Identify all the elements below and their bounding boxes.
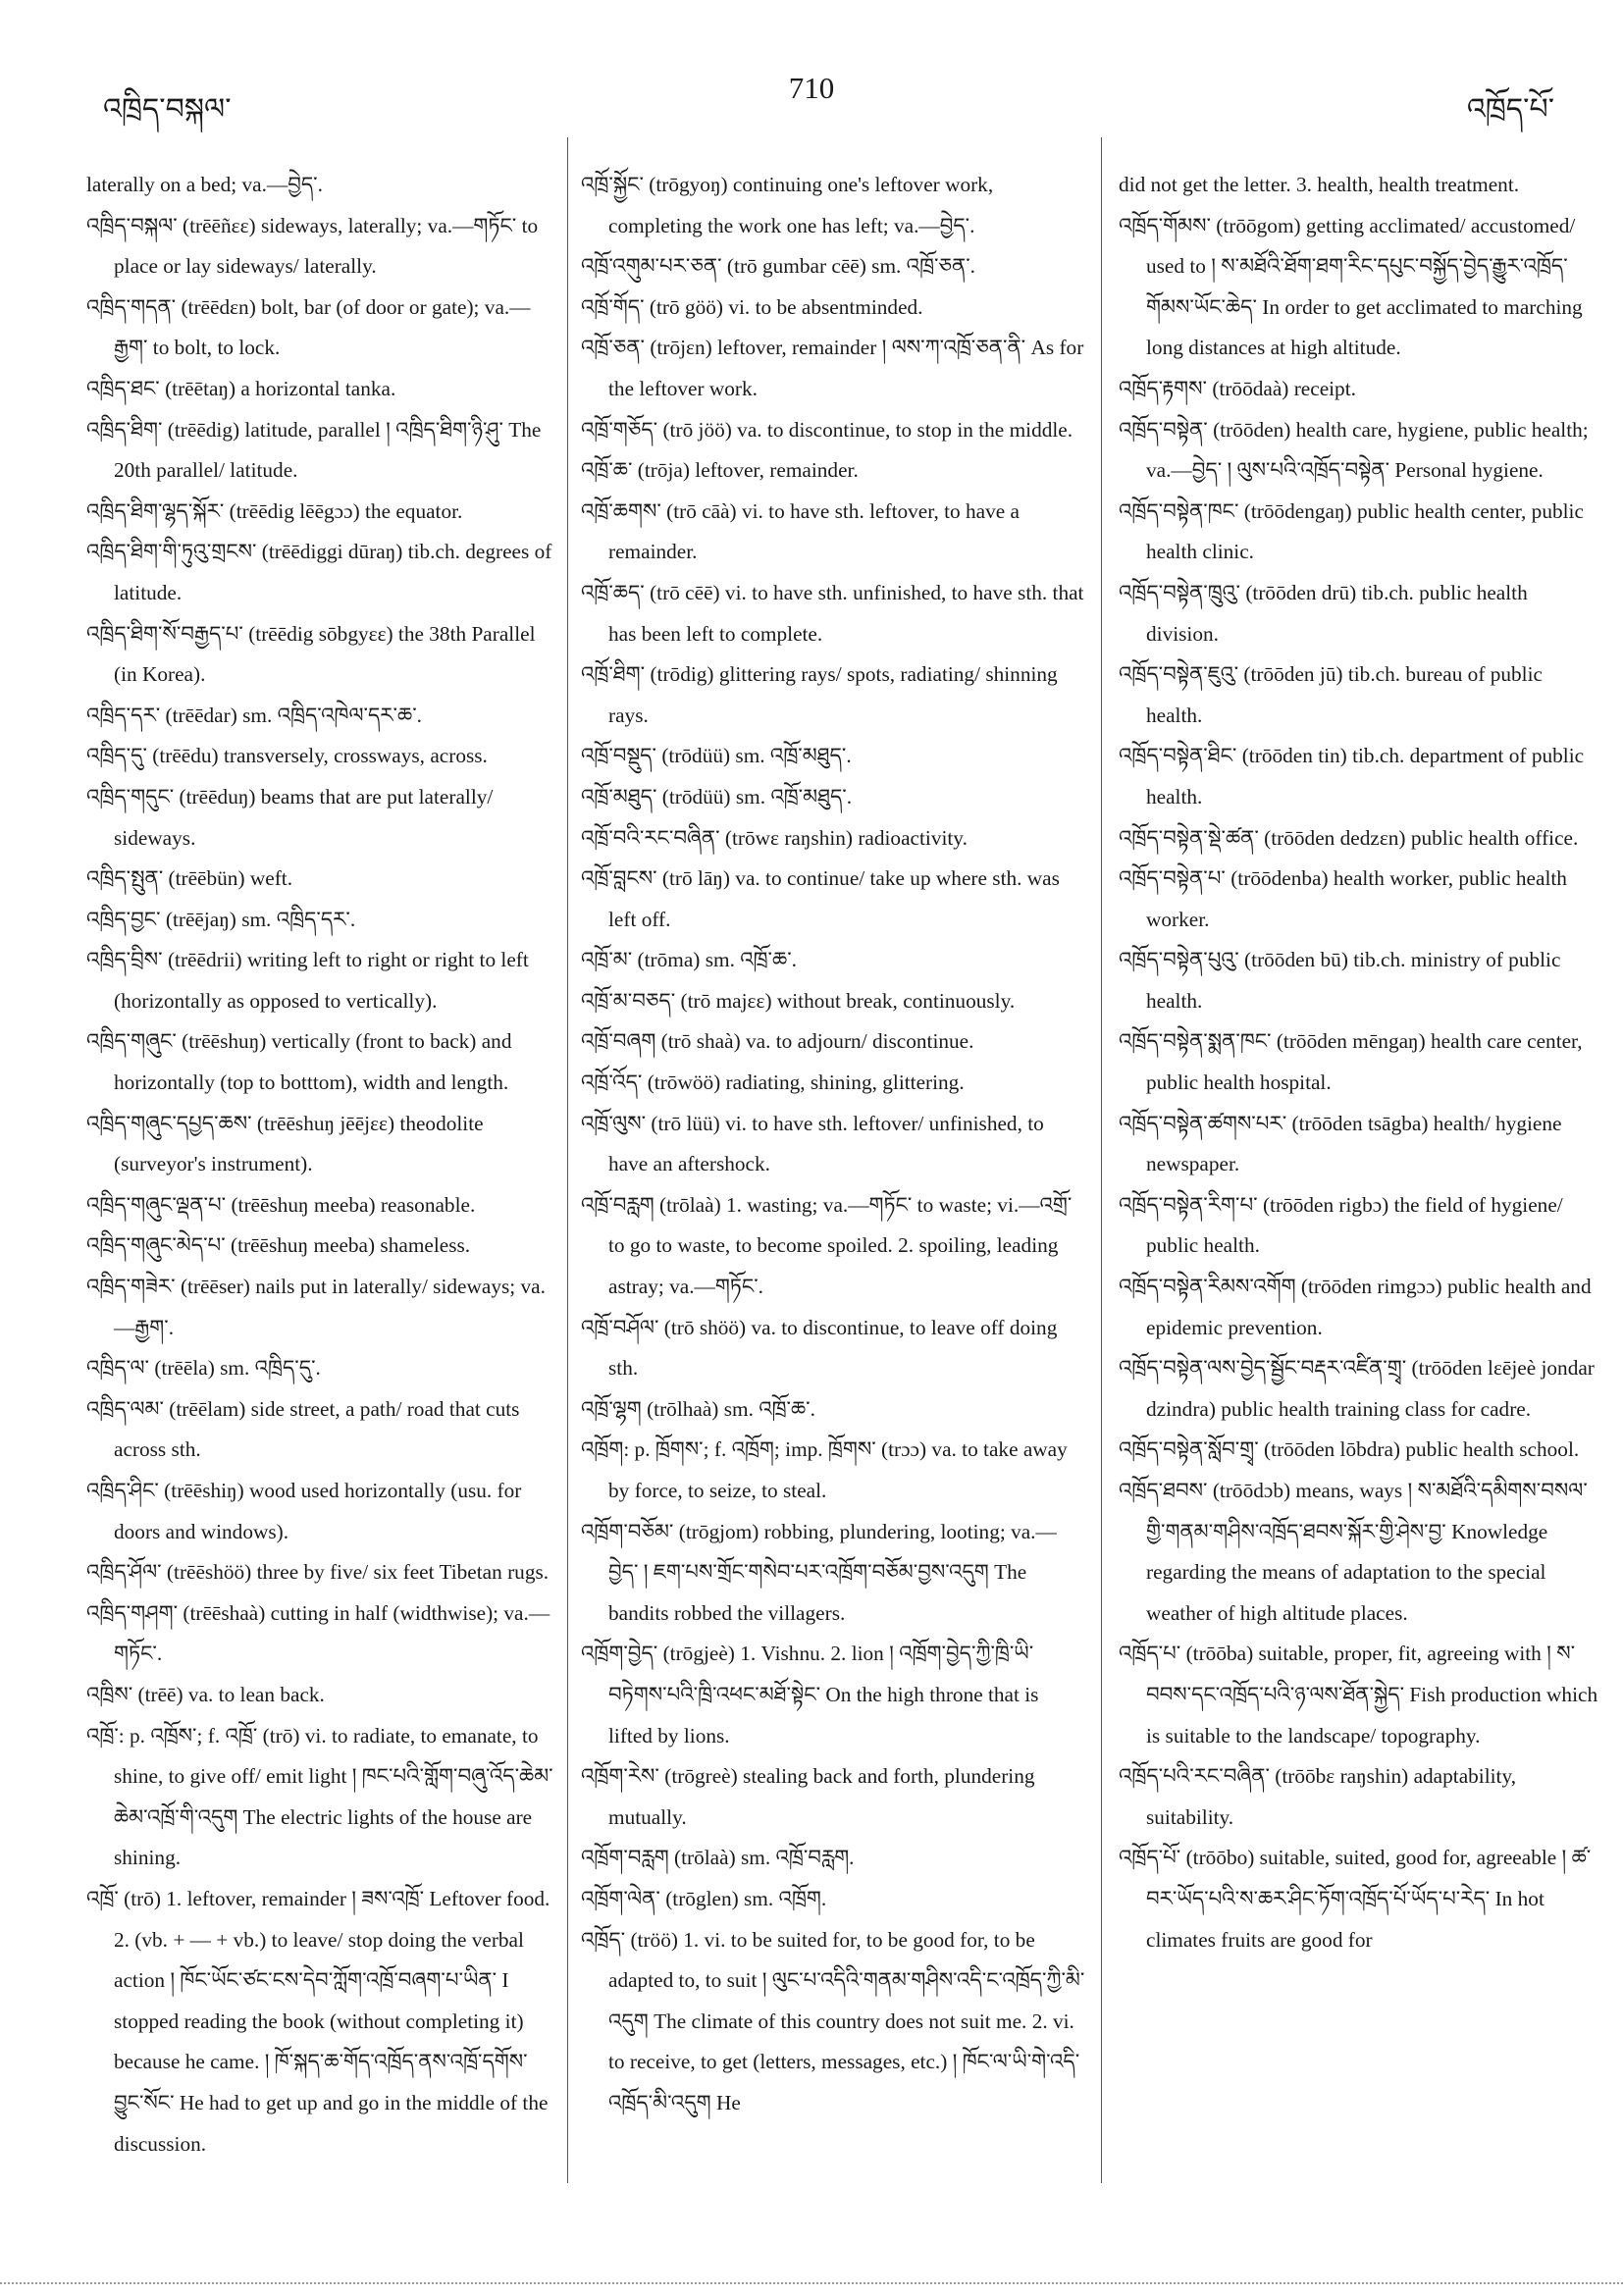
dictionary-entry: did not get the letter. 3. health, health treatment. [1119,173,1520,196]
dictionary-entry: འཁྲིད་ཐིག་ལྷད་སྐོར་ (trēēdig lēēgɔɔ) the equator. [86,498,463,523]
dictionary-entry: འཁྲོད་བསྟེན་ཇུའུ་ (trōōden jū) tib.ch. bureau of public health. [1119,662,1543,727]
dictionary-entry: འཁྲོད་གོམས་ (trōōgom) getting acclimated/ accustomed/ used to ། ས་མཐོའི་ཐོག་ཐག་རིང་དཔུང་བསྐྱོད་བྱེད་རྒྱུར་འཁྲོད་གོམས་ཡོང་ཆེད་ In order to get acclimated to marching long distances at high altitude. [1119,213,1583,360]
dictionary-entry: འཁྲིད་ཐིག་གི་ཏུའུ་གྲངས་ (trēēdiggi dūraŋ) tib.ch. degrees of latitude. [86,540,552,604]
dictionary-entry: འཁྲོད་བསྟེན་སློབ་གྲྭ་ (trōōden lōbdra) public health school. [1119,1437,1580,1462]
dictionary-entry: འཁྲོད་པའི་རང་བཞིན་ (trōōbε raŋshin) adaptability, suitability. [1119,1764,1517,1829]
dictionary-entry: འཁྲོ་བཤོལ་ (trō shöö) va. to discontinue, to leave off doing sth. [581,1315,1058,1381]
dictionary-entry: འཁྲོ་མ་བཅད་ (trō majεε) without break, continuously. [581,988,1016,1013]
page-number: 710 [788,71,835,105]
dictionary-entry: འཁྲོ་སྐྱོང་ (trōgyoŋ) continuing one's leftover work, completing the work one has left; va.—བྱེད་. [581,173,994,237]
dictionary-entry: འཁྲོ་བའི་རང་བཞིན་ (trōwε raŋshin) radioactivity. [581,825,968,850]
dictionary-entry: འཁྲིད་ཐང་ (trēētaŋ) a horizontal tanka. [86,376,396,400]
dictionary-entry: འཁྲོག་བྱེད་ (trōgjeè) 1. Vishnu. 2. lion ། འཁྲོག་བྱེད་ཀྱི་ཁྲི་ཡི་བཏེགས་པའི་ཁྲི་འཕང་མཐོ་སྟེང་ On the high throne that is lifted by lions. [581,1642,1039,1748]
dictionary-entry: འཁྲིད་གཟེར་ (trēēser) nails put in laterally/ sideways; va.—རྒྱག་. [86,1275,546,1339]
dictionary-column-middle [581,165,1085,2124]
dictionary-entry: འཁྲོ་ལྷག (trōlhaà) sm. འཁྲོ་ཆ་. [581,1396,815,1421]
dictionary-column-left [86,165,553,2165]
dictionary-entry: འཁྲོད་རྟགས་ (trōōdaà) receipt. [1119,376,1356,400]
running-head-right: འཁྲོད་པོ་ [1466,93,1554,126]
dictionary-entry: འཁྲོ་གཅོད་ (trō jöö) va. to discontinue, to stop in the middle. [581,417,1073,442]
dictionary-column-right [1119,165,1599,1960]
dictionary-entry: འཁྲོ་མཐུད་ (trōdüü) sm. འཁྲོ་མཐུད་. [581,784,853,809]
dictionary-entry: འཁྲོད་བསྟེན་རིག་པ་ (trōōden rigbɔ) the field of hygiene/ public health. [1119,1192,1563,1258]
dictionary-entry: འཁྲོག་བརླག (trōlaà) sm. འཁྲོ་བརླག. [581,1846,855,1870]
dictionary-entry: འཁྲིད་གཞུང་ལྡན་པ་ (trēēshuŋ meeba) reasonable. [86,1192,476,1217]
dictionary-entry: འཁྲོད་ (tröö) 1. vi. to be suited for, to be good for, to be adapted to, to suit ། ལུང་པ་འདིའི་གནམ་གཤིས་འདི་ང་འཁྲོད་ཀྱི་མི་འདུག The climate of this country does not suit me. 2. vi. to receive, to get (letters, messages, etc.) ། ཁོང་ལ་ཡི་གེ་འདི་འཁྲོད་མི་འདུག He [581,1927,1085,2114]
dictionary-entry: འཁྲོད་བསྟེན་ཁྲུའུ་ (trōōden drū) tib.ch. public health division. [1119,580,1528,646]
dictionary-entry: འཁྲོ་ཐིག་ (trōdig) glittering rays/ spots, radiating/ shinning rays. [581,662,1058,727]
dictionary-entry: འཁྲོད་ཐབས་ (trōōdɔb) means, ways ། ས་མཐོའི་དམིགས་བསལ་གྱི་གནམ་གཤིས་འཁྲོད་ཐབས་སྐོར་གྱི་ཤེས་བྱ་ Knowledge regarding the means of adaptation to the special weather of high altitude places. [1119,1479,1588,1625]
dictionary-entry: འཁྲིད་བསྐལ་ (trēēñεε) sideways, laterally; va.—གཏོང་ to place or lay sideways/ laterally. [86,213,539,279]
dictionary-entry: འཁྲིད་ལམ་ (trēēlam) side street, a path/ road that cuts across sth. [86,1396,520,1462]
dictionary-entry: འཁྲོག་བཅོམ་ (trōgjom) robbing, plundering, looting; va.—བྱེད་ ། ཇག་པས་གྲོང་གསེབ་པར་འཁྲོག་བཅོམ་བྱས་འདུག The bandits robbed the villagers. [581,1519,1057,1625]
dictionary-entry: འཁྲོད་བསྟེན་ཐིང་ (trōōden tin) tib.ch. department of public health. [1119,744,1585,809]
dictionary-entry: འཁྲིད་དུ་ (trēēdu) transversely, crossways, across. [86,744,488,768]
dictionary-entry: འཁྲིད་བྱང་ (trēējaŋ) sm. འཁྲིད་དར་. [86,907,356,931]
dictionary-entry: འཁྲིད་གཞུང་དཔྱད་ཆས་ (trēēshuŋ jēējεε) theodolite (surveyor's instrument). [86,1111,484,1176]
dictionary-entry: འཁྲིས་ (trēē) va. to lean back. [86,1682,325,1706]
dictionary-entry: འཁྲོད་བསྟེན་ཁང་ (trōōdengaŋ) public health center, public health clinic. [1119,498,1584,564]
dictionary-entry: འཁྲོ་ཅན་ (trōjεn) leftover, remainder ། ལས་ཀ་འཁྲོ་ཅན་ནི་ As for the leftover work. [581,336,1084,400]
dictionary-entry: འཁྲོ་ (trō) 1. leftover, remainder ། ཟས་འཁྲོ་ Leftover food. 2. (vb. + — + vb.) to leave/ stop doing the verbal action ། ཁོང་ཡོང་ཙང་ངས་དེབ་ཀློག་འཁྲོ་བཞག་པ་ཡིན་ I stopped reading the book (without completing it) because he came. ། ཁོ་སྐད་ཆ་གོད་འཁྲོད་ནས་འཁྲོ་དགོས་བྱུང་སོང་ He had to get up and go in the middle of the discussion. [86,1886,550,2156]
dictionary-entry: འཁྲོ་བླངས་ (trō lāŋ) va. to continue/ take up where sth. was left off. [581,866,1060,931]
dictionary-entry: འཁྲོད་བསྟེན་ (trōōden) health care, hygiene, public health; va.—བྱེད་ ། ལུས་པའི་འཁྲོད་བསྟེན་ Personal hygiene. [1119,417,1589,483]
dictionary-entry: འཁྲོ་ཆད་ (trō cēē) vi. to have sth. unfinished, to have sth. that has been left to complete. [581,580,1084,646]
dictionary-entry: འཁྲོད་བསྟེན་ཚགས་པར་ (trōōden tsāgba) health/ hygiene newspaper. [1119,1111,1562,1176]
dictionary-entry: འཁྲོ་འོད་ (trōwöö) radiating, shining, glittering. [581,1070,965,1095]
dictionary-entry: འཁྲོད་བསྟེན་པུའུ་ (trōōden bū) tib.ch. ministry of public health. [1119,948,1561,1013]
dictionary-entry: འཁྲོད་པ་ (trōōba) suitable, proper, fit, agreeing with ། ས་བབས་དང་འཁྲོད་པའི་ཉ་ལས་ཐོན་སྐྱེད་ Fish production which is suitable to the landscape/ topography. [1119,1642,1598,1748]
dictionary-entry: འཁྲོད་བསྟེན་སྡེ་ཚན་ (trōōden dedzεn) public health office. [1119,825,1579,850]
dictionary-entry: འཁྲིད་ཤིང་ (trēēshiŋ) wood used horizontally (usu. for doors and windows). [86,1479,522,1543]
dictionary-entry: འཁྲིད་གཤག་ (trēēshaà) cutting in half (widthwise); va.—གཏོང་. [86,1600,550,1666]
dictionary-entry: འཁྲོག་རེས་ (trōgreè) stealing back and forth, plundering mutually. [581,1764,1035,1829]
dictionary-entry: འཁྲོ་འགུམ་པར་ཅན་ (trō gumbar cēē) sm. འཁྲོ་ཅན་. [581,254,976,279]
dictionary-entry: འཁྲོ་གོད་ (trō göö) vi. to be absentminded. [581,294,923,319]
dictionary-entry: འཁྲོ་: p. འཁྲོས་; f. འཁྲོ་ (trō) vi. to radiate, to emanate, to shine, to give off/ emit light ། ཁང་པའི་གློག་བཞུ་འོད་ཆེམ་ཆེམ་འཁྲོ་གི་འདུག The electric lights of the house are shining. [86,1723,553,1870]
dictionary-entry: འཁྲོ་བརླག (trōlaà) 1. wasting; va.—གཏོང་ to waste; vi.—འགྲོ་ to go to waste, to become spoiled. 2. spoiling, leading astray; va.—གཏོང་. [581,1192,1073,1299]
column-rule [1101,137,1102,2183]
dictionary-entry: འཁྲིད་ཤོལ་ (trēēshöö) three by five/ six feet Tibetan rugs. [86,1560,550,1585]
dictionary-entry: འཁྲོག་ལེན་ (trōglen) sm. འཁྲོག. [581,1886,827,1910]
dictionary-entry: འཁྲོ་མ་ (trōma) sm. འཁྲོ་ཆ་. [581,948,797,972]
dictionary-entry: འཁྲོད་བསྟེན་ལས་བྱེད་སྦྱོང་བརྡར་འཛིན་གྲྭ་ (trōōden lεējeè jondar dzindra) public health training class for cadre. [1119,1356,1595,1421]
dictionary-entry: འཁྲིད་དར་ (trēēdar) sm. འཁྲིད་འཁེལ་དར་ཆ་. [86,703,422,727]
dictionary-entry: འཁྲིད་སྤུན་ (trēēbün) weft. [86,866,293,891]
dictionary-entry: འཁྲོད་བསྟེན་རིམས་འགོག (trōōden rimgɔɔ) public health and epidemic prevention. [1119,1275,1592,1339]
dictionary-entry: འཁྲིད་ཐིག་སོ་བརྒྱད་པ་ (trēēdig sōbgyεε) the 38th Parallel (in Korea). [86,621,536,687]
dictionary-entry: འཁྲོ་བསྡུད་ (trōdüü) sm. འཁྲོ་མཐུད་. [581,744,852,768]
dictionary-entry: འཁྲིད་གཞུང་མེད་པ་ (trēēshuŋ meeba) shameless. [86,1233,471,1258]
dictionary-entry: འཁྲོ་བཞག (trō shaà) va. to adjourn/ discontinue. [581,1029,974,1054]
dictionary-entry: འཁྲོད་བསྟེན་སྨན་ཁང་ (trōōden mēngaŋ) health care center, public health hospital. [1119,1029,1583,1095]
dictionary-entry: འཁྲོད་བསྟེན་པ་ (trōōdenba) health worker, public health worker. [1119,866,1567,931]
dictionary-entry: འཁྲོག: p. ཁྲོགས་; f. འཁྲོག; imp. ཁྲོགས་ (trɔɔ) va. to take away by force, to seize, to steal. [581,1437,1068,1502]
dictionary-entry: འཁྲིད་གདན་ (trēēdεn) bolt, bar (of door or gate); va.—རྒྱག་ to bolt, to lock. [86,294,531,360]
page-bottom-edge [0,2282,1623,2284]
running-head-left: འཁྲིད་བསྐལ་ [103,93,232,126]
dictionary-entry: འཁྲིད་གཞུང་ (trēēshuŋ) vertically (front to back) and horizontally (top to botttom), width and length. [86,1029,512,1095]
dictionary-entry: འཁྲོ་ཆ་ (trōja) leftover, remainder. [581,458,859,483]
dictionary-entry: འཁྲིད་ལ་ (trēēla) sm. འཁྲིད་དུ་. [86,1356,321,1381]
dictionary-entry: འཁྲོ་ལུས་ (trō lüü) vi. to have sth. leftover/ unfinished, to have an aftershock. [581,1111,1044,1176]
dictionary-entry: འཁྲིད་ཐིག་ (trēēdig) latitude, parallel ། འཁྲིད་ཐིག་ཉི་ཤུ་ The 20th parallel/ latitude. [86,417,542,483]
dictionary-entry: laterally on a bed; va.—བྱེད་. [86,173,323,196]
column-rule [567,137,568,2183]
dictionary-entry: འཁྲིད་བྲིས་ (trēēdrii) writing left to right or right to left (horizontally as opposed to vertically). [86,948,529,1013]
dictionary-entry: འཁྲོ་ཆགས་ (trō cāà) vi. to have sth. leftover, to have a remainder. [581,498,1020,564]
dictionary-entry: འཁྲིད་གདུང་ (trēēduŋ) beams that are put laterally/ sideways. [86,784,494,850]
dictionary-entry: འཁྲོད་པོ་ (trōōbo) suitable, suited, good for, agreeable ། ཚ་བར་ཡོད་པའི་ས་ཆར་ཤིང་ཏོག་འཁྲོད་པོ་ཡོད་པ་རེད་ In hot climates fruits are good for [1119,1846,1592,1952]
